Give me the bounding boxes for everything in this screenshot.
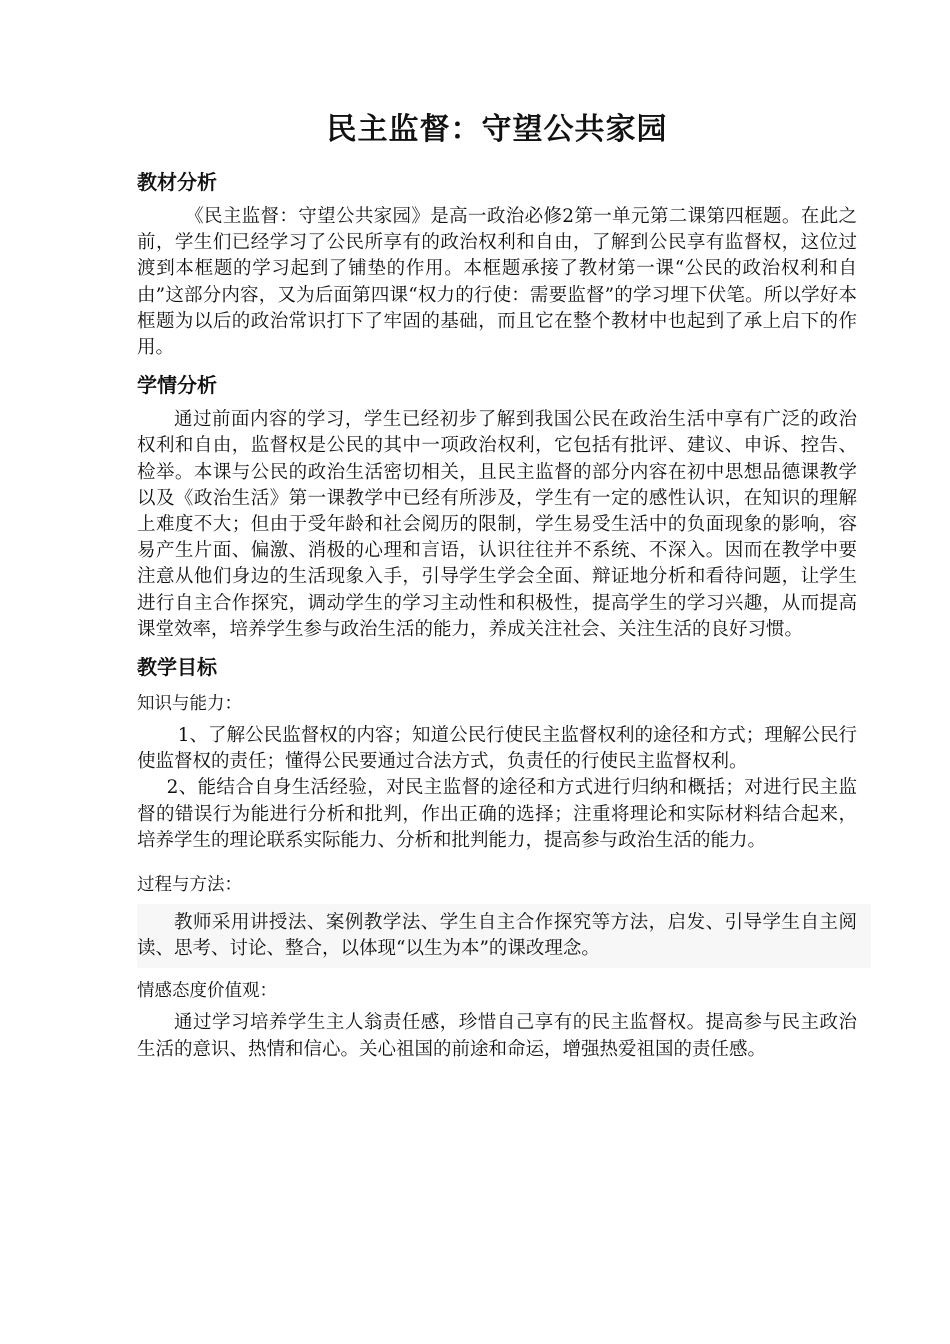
- section-heading-material: 教材分析: [137, 170, 217, 194]
- document-title: 民主监督：守望公共家园: [326, 112, 668, 147]
- material-paragraph: 《民主监督：守望公共家园》是高一政治必修2第一单元第二课第四框题。在此之前，学生们已经学习了公民所享有的政治权利和自由，了解到公民享有监督权，这位过渡到本框题的学习起到了铺垫的作用。本框题承接了教材第一课“公民的政治权利和自由”这部分内容，又为后面第四课“权力的行使：需要监督”的学习埋下伏笔。所以学好本框题为以后的政治常识打下了牢固的基础，而且它在整个教材中也起到了承上启下的作用。: [137, 206, 857, 359]
- emotion-paragraph: 通过学习培养学生主人翁责任感，珍惜自己享有的民主监督权。提高参与民主政治生活的意识、热情和信心。关心祖国的前途和命运，增强热爱祖国的责任感。: [137, 1012, 857, 1060]
- knowledge-item-2: 2、能结合自身生活经验，对民主监督的途径和方式进行归纳和概括；对进行民主监督的错误行为能进行分析和批判，作出正确的选择；注重将理论和实际材料结合起来，培养学生的理论联系实际能力、分析和批判能力，提高参与政治生活的能力。: [137, 777, 857, 851]
- emotion-label: 情感态度价值观：: [137, 981, 277, 1002]
- document-page: [137, 110, 857, 1063]
- process-label: 过程与方法：: [137, 875, 242, 896]
- process-paragraph: 教师采用讲授法、案例教学法、学生自主合作探究等方法，启发、引导学生自主阅读、思考、讨论、整合，以体现“以生为本”的课改理念。: [137, 912, 857, 960]
- section-material: [137, 168, 857, 361]
- section-heading-students: 学情分析: [137, 373, 217, 398]
- section-heading-goals: 教学目标: [137, 655, 217, 680]
- knowledge-label: 知识与能力：: [137, 694, 242, 715]
- process-block: [137, 904, 871, 968]
- section-students: [137, 371, 857, 643]
- knowledge-item-1: 1、了解公民监督权的内容；知道公民行使民主监督权利的途径和方式；理解公民行使监督权的责任；懂得公民要通过合法方式，负责任的行使民主监督权利。: [137, 725, 857, 773]
- section-goals: [137, 653, 857, 1063]
- students-paragraph: 通过前面内容的学习，学生已经初步了解到我国公民在政治生活中享有广泛的政治权利和自由，监督权是公民的其中一项政治权利，它包括有批评、建议、申诉、控告、检举。本课与公民的政治生活密切相关，且民主监督的部分内容在初中思想品德课教学以及《政治生活》第一课教学中已经有所涉及，学生有一定的感性认识，在知识的理解上难度不大；但由于受年龄和社会阅历的限制，学生易受生活中的负面现象的影响，容易产生片面、偏激、消极的心理和言语，认识往往并不系统、不深入。因而在教学中要注意从他们身边的生活现象入手，引导学生学会全面、辩证地分析和看待问题，让学生进行自主合作探究，调动学生的学习主动性和积极性，提高学生的学习兴趣，从而提高课堂效率，培养学生参与政治生活的能力，养成关注社会、关注生活的良好习惯。: [137, 409, 857, 640]
